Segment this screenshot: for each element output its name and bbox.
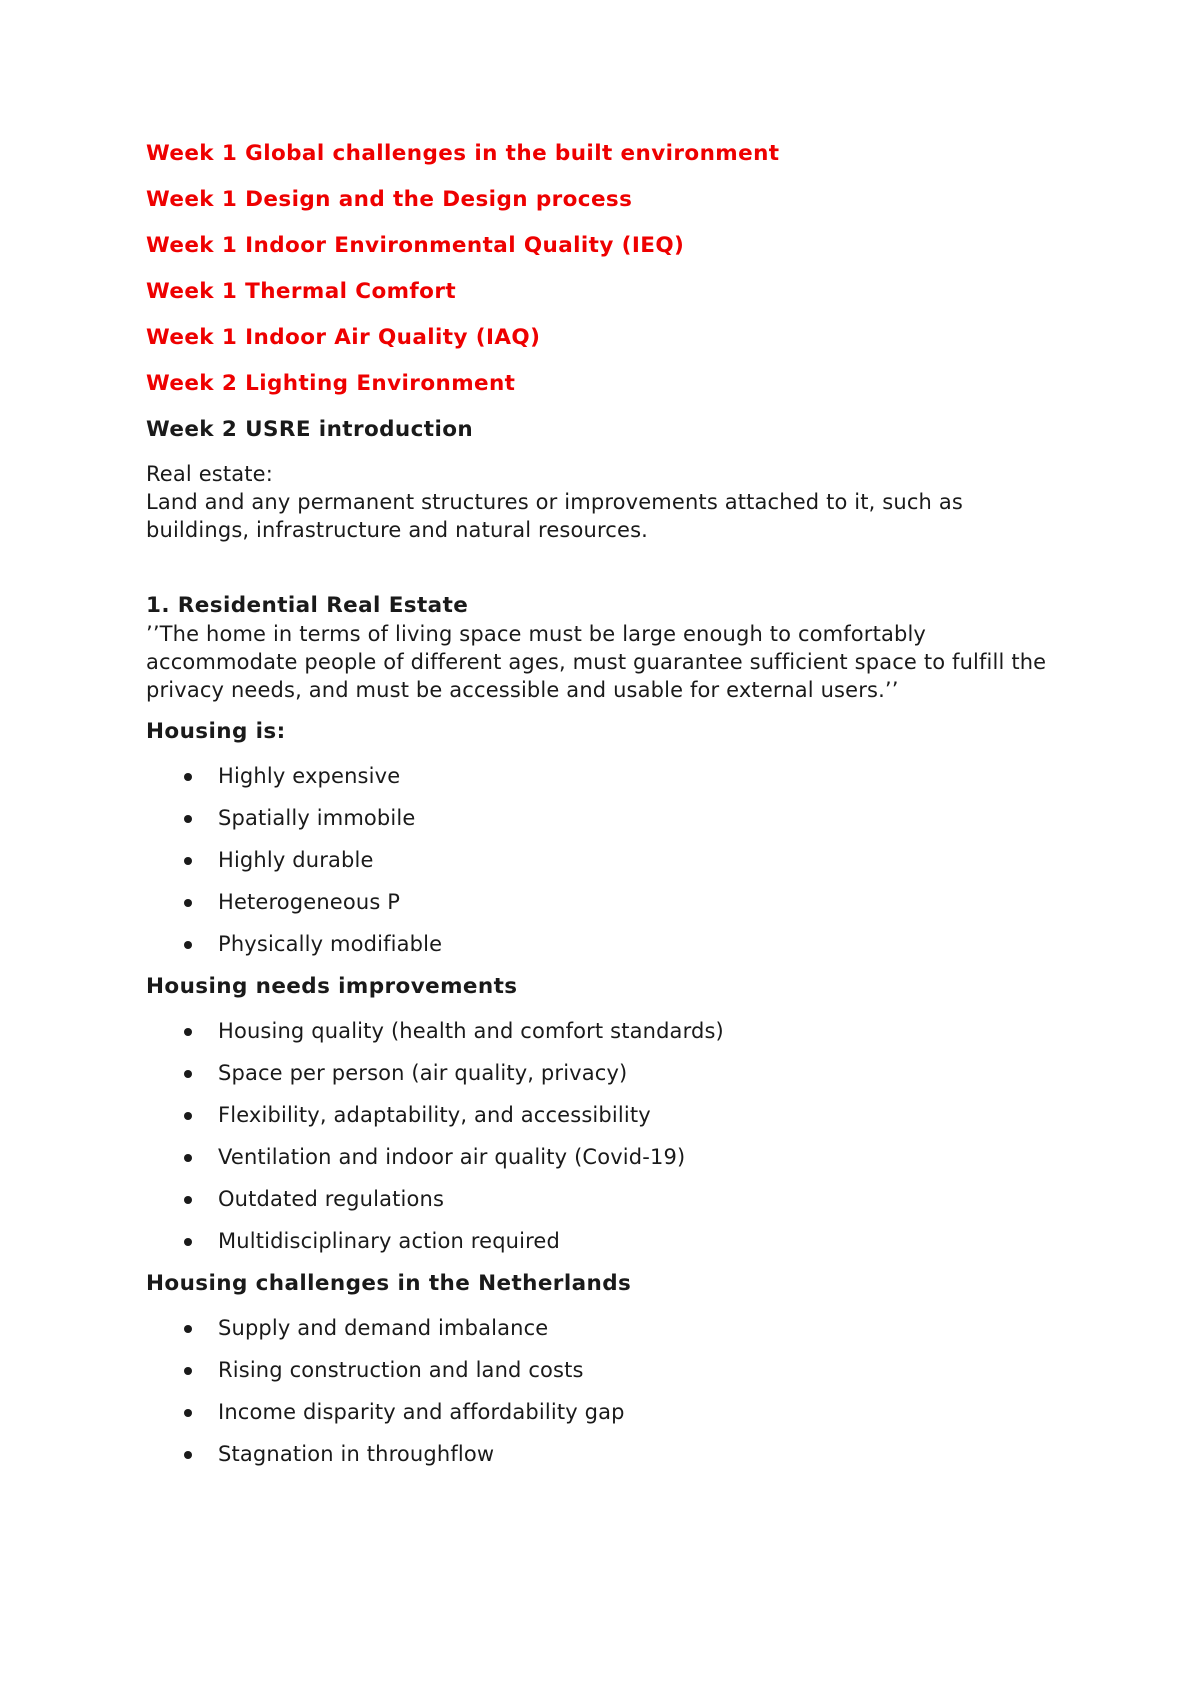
bullet-icon	[184, 815, 192, 823]
list-item: Stagnation in throughflow	[146, 1440, 1066, 1468]
link-heading-week1-ieq[interactable]: Week 1 Indoor Environmental Quality (IEQ)	[146, 233, 685, 258]
bullet-icon	[184, 941, 192, 949]
bullet-icon	[184, 857, 192, 865]
bullet-icon	[184, 1451, 192, 1459]
bullet-icon	[184, 1409, 192, 1417]
bullet-icon	[184, 773, 192, 781]
list-item: Highly expensive	[146, 762, 1066, 790]
list-item: Outdated regulations	[146, 1185, 1066, 1213]
real-estate-label: Real estate:	[146, 462, 273, 486]
current-section-heading: Week 2 USRE introduction	[146, 417, 474, 442]
housing-needs-heading: Housing needs improvements	[146, 974, 518, 999]
list-item: Income disparity and affordability gap	[146, 1398, 1066, 1426]
bullet-icon	[184, 1367, 192, 1375]
bullet-icon	[184, 899, 192, 907]
list-item: Physically modifiable	[146, 930, 1066, 958]
bullet-icon	[184, 1238, 192, 1246]
list-item: Multidisciplinary action required	[146, 1227, 1066, 1255]
real-estate-definition: Land and any permanent structures or improvements attached to it, such as buildings, infrastructure and natural resources.	[146, 490, 963, 542]
list-item: Space per person (air quality, privacy)	[146, 1059, 1066, 1087]
red-heading-list	[146, 140, 1066, 398]
document-page	[146, 140, 1066, 1482]
list-item: Spatially immobile	[146, 804, 1066, 832]
bullet-icon	[184, 1112, 192, 1120]
list-item: Housing quality (health and comfort standards)	[146, 1017, 1066, 1045]
residential-quote: ’’The home in terms of living space must be large enough to comfortably accommodate people of different ages, must guarantee sufficient space to fulfill the privacy needs, and must be accessible and usable for external users.’’	[146, 622, 1047, 702]
link-heading-week1-global-challenges[interactable]: Week 1 Global challenges in the built environment	[146, 141, 780, 166]
link-heading-week1-thermal-comfort[interactable]: Week 1 Thermal Comfort	[146, 279, 457, 304]
housing-challenges-list	[146, 1314, 1066, 1468]
list-item: Ventilation and indoor air quality (Covid-19)	[146, 1143, 1066, 1171]
bullet-icon	[184, 1028, 192, 1036]
housing-challenges-heading: Housing challenges in the Netherlands	[146, 1271, 632, 1296]
bullet-icon	[184, 1154, 192, 1162]
list-item: Highly durable	[146, 846, 1066, 874]
bullet-icon	[184, 1070, 192, 1078]
housing-is-heading: Housing is:	[146, 719, 286, 744]
housing-needs-list	[146, 1017, 1066, 1255]
list-item: Rising construction and land costs	[146, 1356, 1066, 1384]
residential-title: 1. Residential Real Estate	[146, 593, 469, 618]
bullet-icon	[184, 1325, 192, 1333]
bullet-icon	[184, 1196, 192, 1204]
housing-is-list	[146, 762, 1066, 958]
list-item: Heterogeneous P	[146, 888, 1066, 916]
link-heading-week1-iaq[interactable]: Week 1 Indoor Air Quality (IAQ)	[146, 325, 541, 350]
link-heading-week2-lighting[interactable]: Week 2 Lighting Environment	[146, 371, 516, 396]
link-heading-week1-design-process[interactable]: Week 1 Design and the Design process	[146, 187, 633, 212]
list-item: Supply and demand imbalance	[146, 1314, 1066, 1342]
list-item: Flexibility, adaptability, and accessibility	[146, 1101, 1066, 1129]
